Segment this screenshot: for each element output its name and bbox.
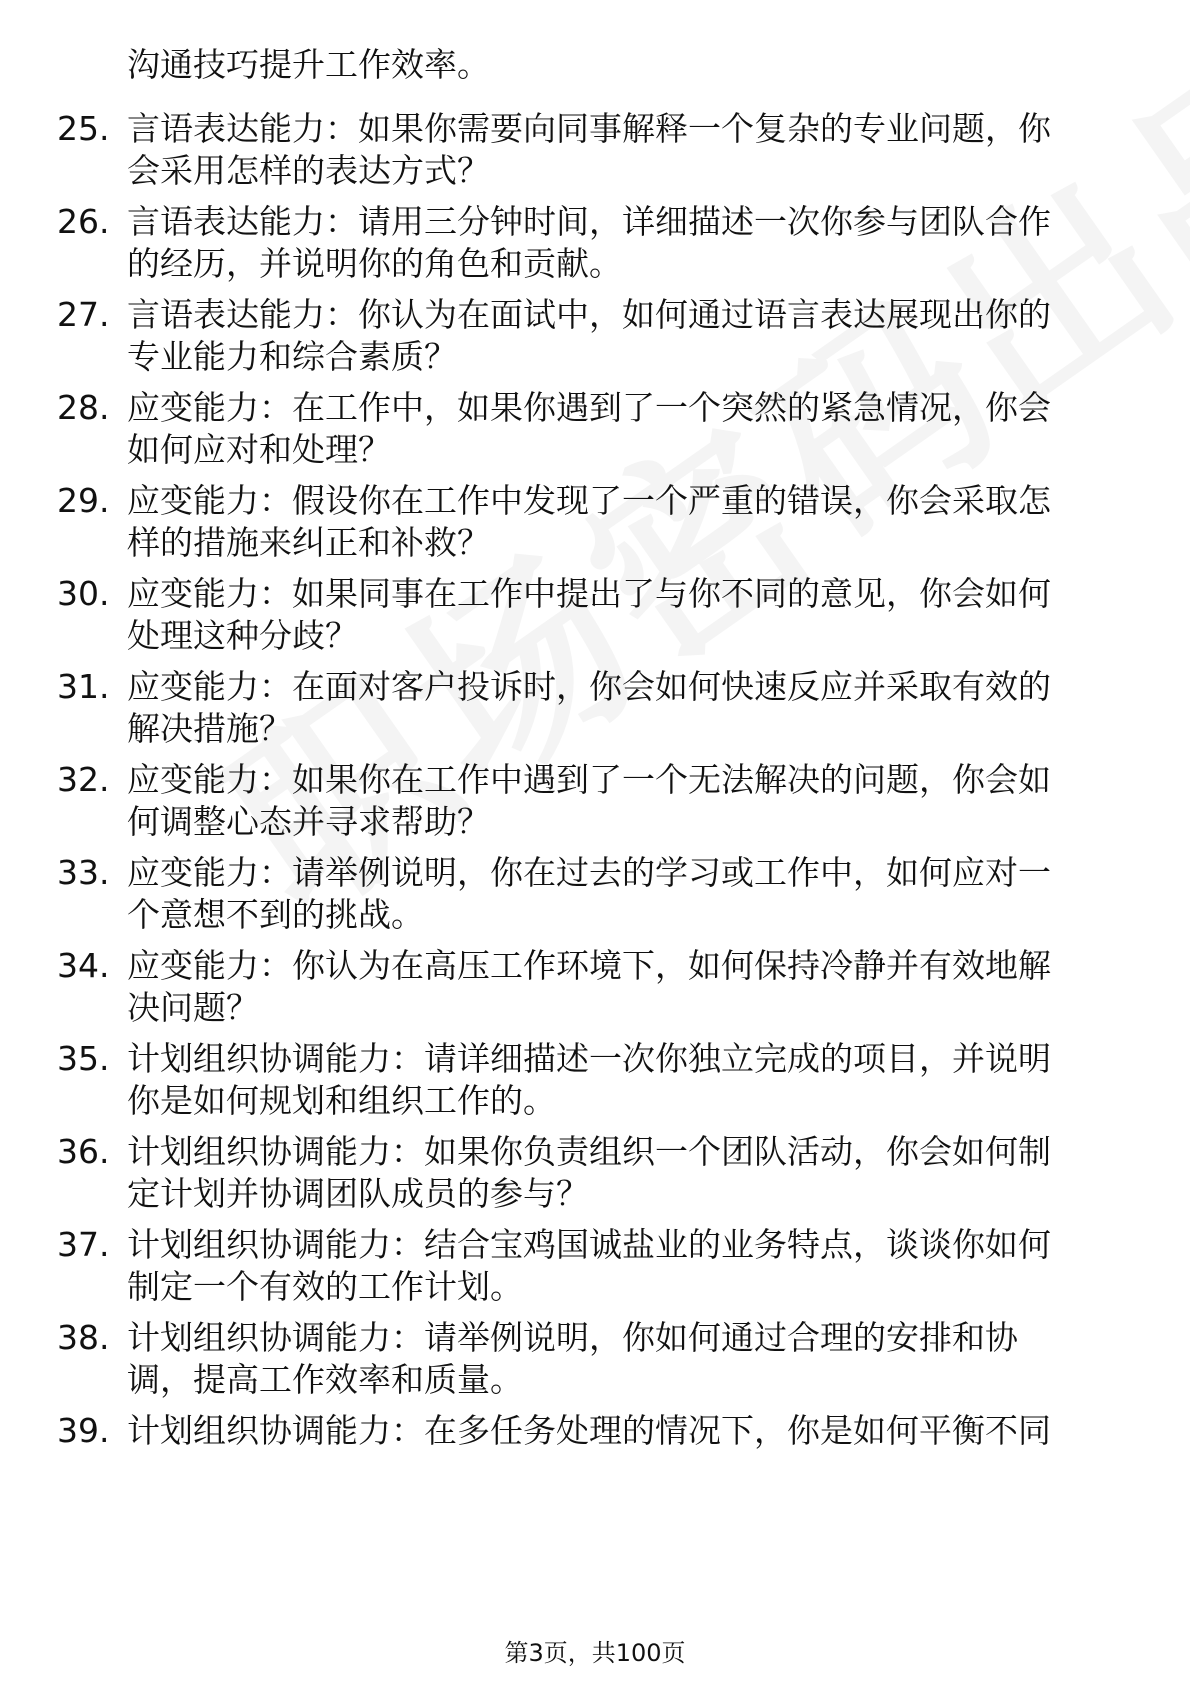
question-text: 应变能力：在面对客户投诉时，你会如何快速反应并采取有效的 解决措施？ bbox=[127, 667, 1051, 748]
question-number: 31. bbox=[57, 667, 110, 706]
question-number: 33. bbox=[57, 853, 110, 892]
question-text: 应变能力：假设你在工作中发现了一个严重的错误，你会采取怎 样的措施来纠正和补救？ bbox=[127, 481, 1051, 562]
question-number: 35. bbox=[57, 1039, 110, 1078]
question-number: 36. bbox=[57, 1132, 110, 1171]
question-text: 计划组织协调能力：如果你负责组织一个团队活动，你会如何制 定计划并协调团队成员的参与？ bbox=[127, 1132, 1051, 1213]
question-text: 计划组织协调能力：请详细描述一次你独立完成的项目，并说明 你是如何规划和组织工作的。 bbox=[127, 1039, 1051, 1120]
continued-text: 沟通技巧提升工作效率。 bbox=[127, 45, 490, 84]
question-text: 言语表达能力：你认为在面试中，如何通过语言表达展现出你的 专业能力和综合素质？ bbox=[127, 295, 1051, 376]
question-number: 27. bbox=[57, 295, 110, 334]
question-number: 34. bbox=[57, 946, 110, 985]
question-number: 30. bbox=[57, 574, 110, 613]
question-text: 言语表达能力：如果你需要向同事解释一个复杂的专业问题，你 会采用怎样的表达方式？ bbox=[127, 109, 1051, 190]
question-number: 37. bbox=[57, 1225, 110, 1264]
question-number: 28. bbox=[57, 388, 110, 427]
question-text: 应变能力：请举例说明，你在过去的学习或工作中，如何应对一 个意想不到的挑战。 bbox=[127, 853, 1051, 934]
question-number: 29. bbox=[57, 481, 110, 520]
question-number: 26. bbox=[57, 202, 110, 241]
question-number: 32. bbox=[57, 760, 110, 799]
question-text: 计划组织协调能力：在多任务处理的情况下，你是如何平衡不同 bbox=[127, 1411, 1051, 1450]
question-number: 25. bbox=[57, 109, 110, 148]
question-number: 39. bbox=[57, 1411, 110, 1450]
question-text: 应变能力：你认为在高压工作环境下，如何保持冷静并有效地解 决问题？ bbox=[127, 946, 1051, 1027]
question-text: 言语表达能力：请用三分钟时间，详细描述一次你参与团队合作 的经历，并说明你的角色和贡献。 bbox=[127, 202, 1051, 283]
question-text: 应变能力：如果你在工作中遇到了一个无法解决的问题，你会如 何调整心态并寻求帮助？ bbox=[127, 760, 1051, 841]
question-text: 应变能力：如果同事在工作中提出了与你不同的意见，你会如何 处理这种分歧？ bbox=[127, 574, 1051, 655]
page-footer: 第3页，共100页 bbox=[504, 1639, 686, 1667]
question-text: 计划组织协调能力：结合宝鸡国诚盐业的业务特点，谈谈你如何 制定一个有效的工作计划。 bbox=[127, 1225, 1051, 1306]
question-text: 应变能力：在工作中，如果你遇到了一个突然的紧急情况，你会 如何应对和处理？ bbox=[127, 388, 1051, 469]
question-number: 38. bbox=[57, 1318, 110, 1357]
question-text: 计划组织协调能力：请举例说明，你如何通过合理的安排和协 调，提高工作效率和质量。 bbox=[127, 1318, 1018, 1399]
